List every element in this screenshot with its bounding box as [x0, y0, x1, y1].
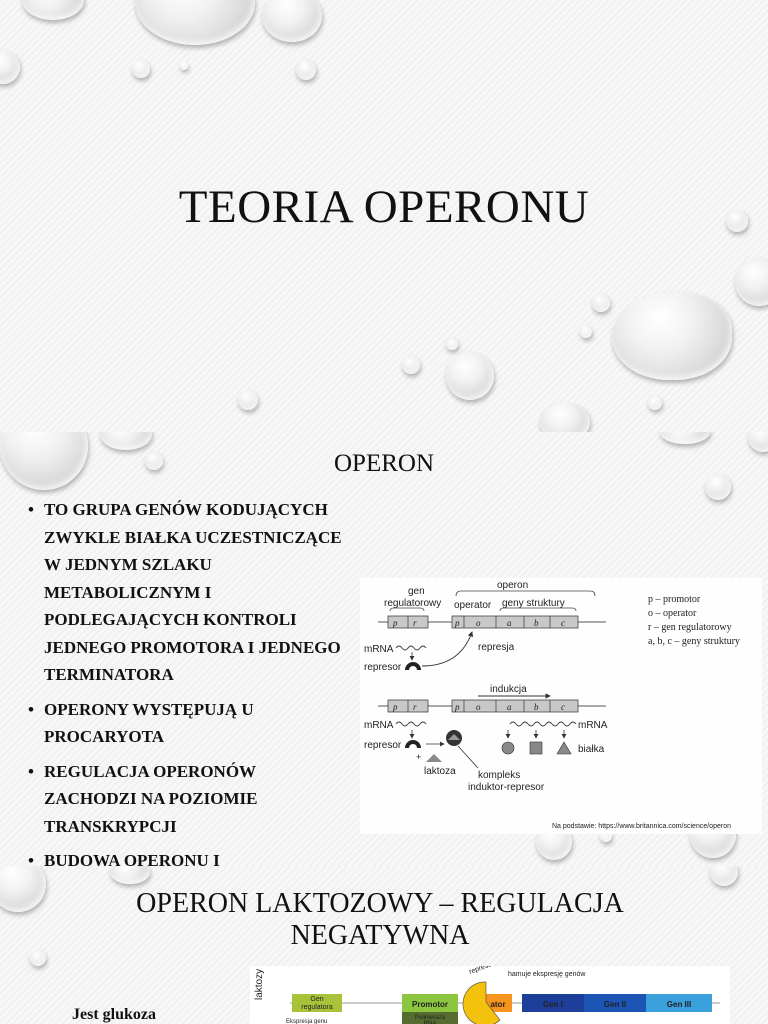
represor-curved-label: represor	[468, 966, 496, 976]
water-drop	[30, 950, 46, 966]
water-drop	[540, 402, 590, 432]
protein-circle	[502, 742, 514, 754]
protein-square	[530, 742, 542, 754]
o-letter: o	[476, 702, 481, 712]
indukcja-label: indukcja	[490, 684, 527, 695]
gen-regulatora-label: regulatora	[301, 1004, 333, 1011]
bullet-item: • BUDOWA OPERONU I	[28, 847, 348, 866]
water-drop	[180, 62, 188, 70]
mrna-wave	[396, 722, 426, 726]
operon-diagram-svg	[360, 578, 762, 834]
operon-diagram	[360, 578, 762, 834]
condition-label: Jest glukoza	[72, 1006, 156, 1023]
bullet-item: • REGULACJA OPERONÓW ZACHODZI NA POZIOMIE TRANSKRYPCJI	[28, 758, 348, 841]
slide-title: OPERON	[333, 450, 434, 477]
water-drop	[132, 60, 150, 78]
gen-regulatora-label: Gen	[310, 996, 324, 1003]
operon-brace	[456, 591, 595, 596]
water-drop	[612, 292, 732, 380]
gen3-label: Gen III	[666, 1000, 692, 1009]
represor-shape	[405, 740, 421, 748]
water-drop	[580, 326, 592, 338]
laktoza-label: laktoza	[424, 766, 456, 777]
c-letter: c	[561, 702, 565, 712]
water-drop	[710, 866, 738, 886]
water-drop	[0, 866, 46, 912]
water-drop	[135, 0, 255, 45]
p-letter: p	[455, 618, 460, 628]
represor-label: represor	[364, 740, 402, 751]
svg-text:+: +	[416, 752, 422, 762]
lac-operon-diagram	[250, 966, 730, 1024]
lac-operon-diagram-svg	[250, 966, 730, 1024]
p-letter: p	[393, 702, 398, 712]
c-letter: c	[561, 618, 565, 628]
geny-struktury-label: geny struktury	[502, 598, 565, 609]
r-letter: r	[413, 702, 417, 712]
water-drop	[748, 432, 768, 452]
gen1-label: Gen I	[542, 1000, 564, 1009]
water-drop	[592, 294, 610, 312]
a-letter: a	[507, 618, 512, 628]
water-drop	[110, 866, 150, 884]
mrna-label: mRNA	[578, 720, 608, 731]
p-letter: p	[455, 702, 460, 712]
represor-top-label: hamuje ekspresję genów	[508, 971, 586, 978]
legend-item: p – promotor	[648, 594, 701, 605]
water-drop	[296, 60, 316, 80]
represja-arrow	[422, 632, 472, 666]
slide-title: TEORIA OPERONU	[178, 181, 590, 233]
slide-title: OPERON LAKTOZOWY – REGULACJA NEGATYWNA	[136, 888, 624, 951]
water-drop	[238, 390, 258, 410]
operon-label: operon	[497, 580, 529, 591]
promotor-label: Promotor	[412, 1000, 448, 1009]
operator-label: operator	[454, 600, 492, 611]
r-letter: r	[413, 618, 417, 628]
gene-box-operon	[452, 616, 578, 628]
polimeraza-label: Polimeraza	[414, 1015, 446, 1021]
represor-shape	[405, 662, 421, 670]
ekspresja-label: Ekspresja genu	[286, 1019, 328, 1024]
p-letter: p	[393, 618, 398, 628]
gen2-label: Gen II	[603, 1000, 627, 1009]
bullet-list	[28, 496, 348, 866]
bialka-label: białka	[578, 744, 605, 755]
water-drop	[735, 258, 768, 306]
water-drop	[446, 352, 494, 400]
source-note: Na podstawie: https://www.britannica.com/science/operon	[552, 823, 731, 830]
a-letter: a	[507, 702, 512, 712]
water-drop	[262, 0, 322, 42]
mrna-wave	[396, 646, 426, 650]
laktoza-shape	[426, 754, 442, 762]
slide-title-page	[0, 0, 768, 432]
gen-label: gen	[408, 586, 425, 597]
bullet-item: • TO GRUPA GENÓW KODUJĄCYCH ZWYKLE BIAŁKA UCZESTNICZĄCE W JEDNYM SZLAKU METABOLICZNYM I PODLEGAJĄCYCH KONTROLI JEDNEGO PROMOTORA I JEDNEGO TERMINATORA	[28, 496, 348, 689]
mrna-label: mRNA	[364, 644, 394, 655]
protein-triangle	[557, 742, 571, 754]
water-drop	[648, 396, 662, 410]
legend-item: a, b, c – geny struktury	[648, 636, 740, 647]
operator-label: ator	[490, 1000, 506, 1009]
b-letter: b	[534, 618, 539, 628]
mrna-label: mRNA	[364, 720, 394, 731]
kompleks-label: kompleks	[478, 770, 521, 781]
polimeraza-label: RNA	[423, 1021, 437, 1024]
water-drop	[402, 356, 420, 374]
legend-item: r – gen regulatorowy	[648, 622, 732, 633]
water-drop	[660, 432, 710, 444]
side-label: laktozy	[254, 968, 265, 1000]
kompleks-label: induktor-represor	[468, 782, 545, 793]
mrna-wave	[510, 722, 576, 726]
o-letter: o	[476, 618, 481, 628]
represja-label: represja	[478, 642, 515, 653]
b-letter: b	[534, 702, 539, 712]
legend-item: o – operator	[648, 608, 697, 619]
gen-regulatorowy-label: regulatorowy	[384, 598, 442, 609]
water-drop	[100, 432, 152, 450]
represor-label: represor	[364, 662, 402, 673]
water-drop	[22, 0, 84, 20]
slide-operon-laktozowy	[0, 866, 768, 1024]
water-drop	[446, 338, 458, 350]
gene-box-operon	[452, 700, 578, 712]
slide-operon	[0, 432, 768, 866]
bullet-item: • OPERONY WYSTĘPUJĄ U PROCARYOTA	[28, 696, 348, 751]
water-drop	[0, 50, 20, 84]
